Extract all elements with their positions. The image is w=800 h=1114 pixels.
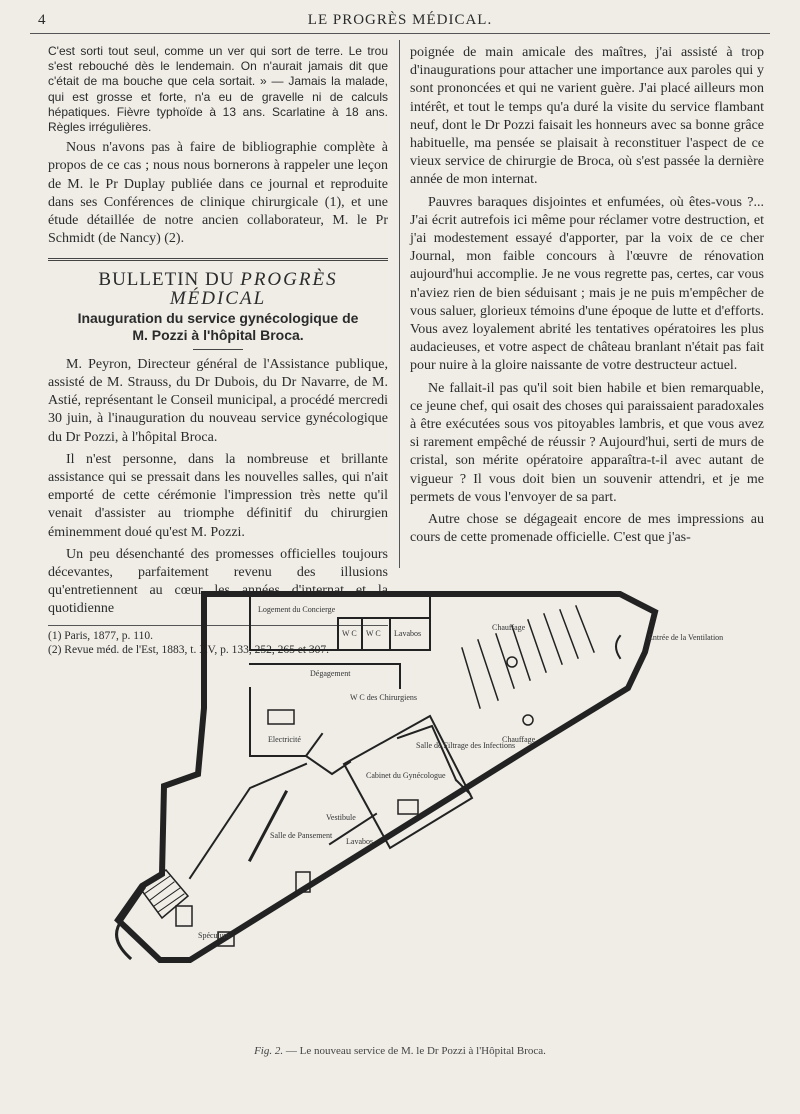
stove-1	[507, 657, 517, 667]
bibliography-paragraph: Nous n'avons pas à faire de bibliographie complète à propos de ce cas ; nous nous bornerons à rappeler une leçon de M. le Pr Duplay publiée dans ce journal et reproduite dans ses Conférences de clinique chirurgicale (1), et une étude détaillée de notre ancien collaborateur, M. le Pr Schmidt (de Nancy) (2).	[48, 140, 388, 247]
electricite-room	[250, 688, 322, 756]
subtitle-rule	[193, 349, 243, 350]
filtrage-walls	[398, 726, 470, 794]
page-number: 4	[38, 12, 46, 28]
right-paragraph-4: Autre chose se dégageait encore de mes impressions au cours de cette promenade officielle. C'est que j'as-	[410, 512, 764, 546]
article-subtitle-line1: Inauguration du service gynécologique de	[77, 309, 359, 326]
label-wc-2: W C	[366, 629, 381, 638]
central-stair	[306, 756, 350, 774]
header-rule	[30, 33, 770, 34]
label-salle-filtrage: Salle de Filtrage des Infections	[416, 741, 516, 750]
label-chauffage-1: Chauffage	[492, 623, 526, 632]
ward-beds	[462, 606, 594, 708]
pansement-bench	[250, 792, 286, 860]
floor-plan-figure	[100, 588, 724, 1020]
label-salle-pansement: Salle de Pansement	[270, 831, 333, 840]
article-paragraph-2: Il n'est personne, dans la nombreuse et brillante assistance qui se pressait dans les nouvelles salles, qui n'ait emporté de cette cérémonie l'impression très nette qu'il venait d'assister au triomphe définitif du chirurgien éminemment doué qu'est M. Pozzi.	[48, 451, 388, 540]
label-vestibule: Vestibule	[326, 813, 356, 822]
right-paragraph-2: Pauvres baraques disjointes et enfumées, où êtes-vous ?... J'ai écrit autrefois ici même pour réclamer votre destruction, et j'ai modestement essayé d'apporter, par la voix de ce cher Journal, mon faible concours à l'œuvre de rénovation aujourd'hui accomplie. Je ne vous regrette pas, certes, car vous n'aviez rien de bien séduisant ; mais je ne puis m'empêcher de vous saluer, glorieux témoins d'une époque de lutte et d'efforts. Vous avez loyalement abrité les tentatives opératoires les plus audacieuses, et votre aspect de château branlant n'était pas fait pour nuire à la gloire naissante de votre destructeur actuel.	[410, 194, 764, 374]
label-wc-chir: W C des Chirurgiens	[350, 693, 418, 702]
article-paragraph-1: M. Peyron, Directeur général de l'Assistance publique, assisté de M. Strauss, du Dr Dubois, du Dr Navarre, de M. Astié, représentant le Conseil municipal, a procédé mercredi 30 juin, à l'inauguration du nouveau service gynécologique du Dr Pozzi, à l'hôpital Broca.	[48, 356, 388, 445]
label-chauffage-2: Chauffage	[502, 735, 536, 744]
footnote-2: (2) Revue méd. de l'Est, 1883, t. XV, p. 133, 252, 265 et 307.	[48, 643, 330, 656]
label-speculum: Spéculum	[198, 931, 230, 940]
running-header	[0, 0, 800, 34]
stove-2	[523, 715, 533, 725]
article-paragraph-3: Un peu désenchanté des promesses officielles toujours décevantes, parfaitement revenu des illusions qu'entretiennent au cœur les années d'internat et la quotidienne	[48, 546, 388, 617]
caption-fig: Fig. 2.	[254, 1045, 284, 1057]
right-paragraph-3: Ne fallait-il pas qu'il soit bien habile et bien remarquable, ce jeune chef, qui osait des choses qui paraissaient paradoxales à être exécutées sous vos pitoyables lambris, et que vous avez si rarement empêché de réussir ? Aujourd'hui, serti de murs de cristal, son mérite opératoire apparaîtra-t-il avec autant de vigueur ? Il vous doit bien un souvenir attendri, et je me permets de vous l'envoyer de sa part.	[410, 380, 764, 505]
journal-title: LE PROGRÈS MÉDICAL.	[307, 12, 493, 28]
bulletin-title	[48, 271, 388, 307]
bulletin-title-b: PROGRÈS MÉDICAL	[169, 269, 338, 309]
entrance-bracket	[616, 636, 620, 658]
case-report-end: C'est sorti tout seul, comme un ver qui sort de terre. Le trou s'est rebouché dès le lendemain. On n'aurait jamais dit que c'était de ma bouche que cela sortait. » — Jamais la malade, qui est grosse et forte, n'a eu de gravelle ni de calculs hépatiques. Fièvre typhoïde à 13 ans. Scarlatine à 18 ans. Règles irrégulières.	[48, 44, 388, 135]
label-lavabos: Lavabos	[394, 629, 422, 638]
label-entree: Entrée de la Ventilation	[648, 633, 724, 642]
footnote-1: (1) Paris, 1877, p. 110.	[48, 629, 153, 642]
bulletin-title-a: BULLETIN DU	[98, 269, 241, 291]
label-degagement: Dégagement	[310, 669, 351, 678]
section-rule	[48, 258, 388, 261]
caption-text: — Le nouveau service de M. le Dr Pozzi à l'Hôpital Broca.	[283, 1045, 546, 1057]
right-paragraph-1: poignée de main amicale des maîtres, j'ai assisté à trop d'inaugurations pour attacher une importance aux paroles qui y sont prononcées et qui ne varient guère. J'ai placé ailleurs mon intérêt, et tout le temps qu'a duré la visite du service flambant neuf, dont le Dr Pozzi faisait les honneurs avec sa bonne grâce habituelle, ma pensée se plaisait à reconstituer l'aspect de ce vieux service de chirurgie de Broca, où s'est passée la dernière année de mon internat.	[410, 45, 764, 188]
left-column	[48, 44, 388, 657]
cabinet-walls	[344, 716, 472, 848]
column-divider	[399, 40, 400, 568]
cabinet-table	[398, 800, 418, 814]
label-electricite: Electricité	[268, 735, 301, 744]
stair-outline	[140, 870, 188, 918]
article-subtitle-line2: M. Pozzi à l'hôpital Broca.	[132, 326, 304, 343]
figure-caption	[0, 1045, 800, 1057]
label-cabinet: Cabinet du Gynécologue	[366, 771, 446, 780]
label-lavabos-2: Lavabos	[346, 837, 374, 846]
right-column	[410, 44, 764, 547]
interior-wall-top	[250, 594, 430, 650]
pansement-wall	[190, 764, 306, 878]
label-wc-1: W C	[342, 629, 357, 638]
electricite-table	[268, 710, 294, 724]
label-logement: Logement du Concierge	[258, 605, 336, 614]
speculum-table-1	[176, 906, 192, 926]
